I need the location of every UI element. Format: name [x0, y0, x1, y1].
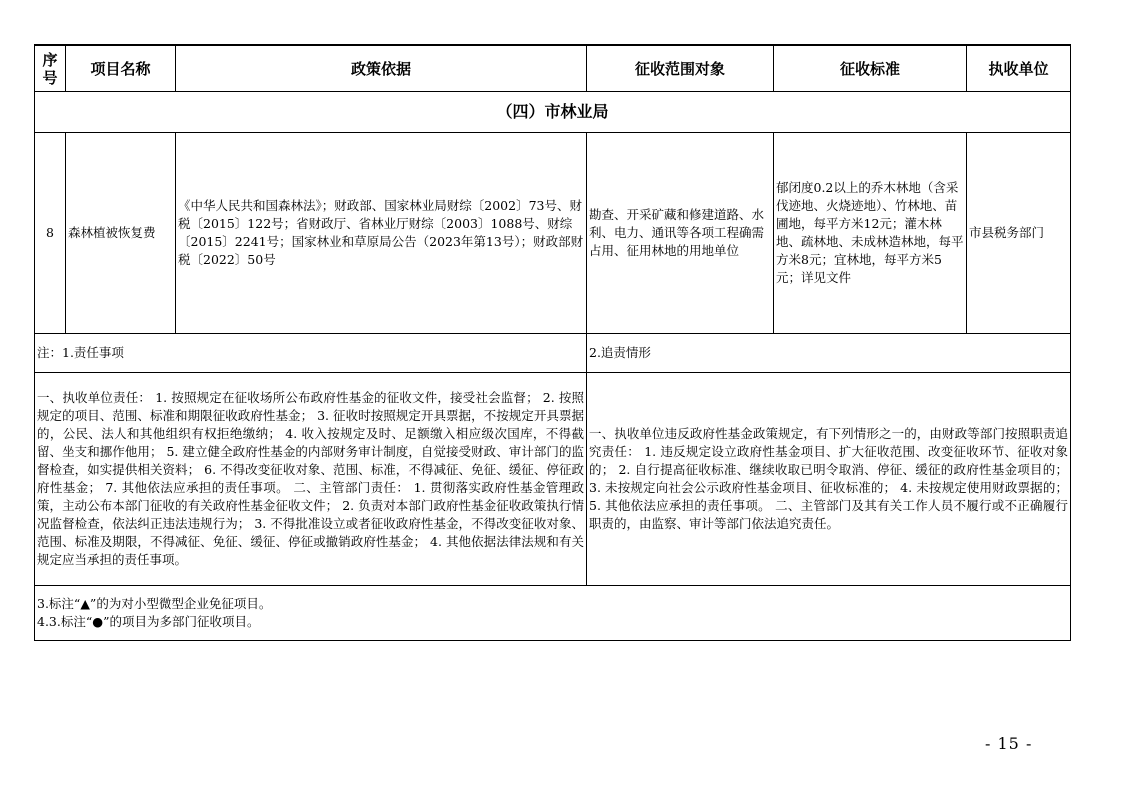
cell-basis: 《中华人民共和国森林法》；财政部、国家林业局财综〔2002〕73号、财税〔2015〕122号；省财政厅、省林业厅财综〔2003〕1088号、财综〔2015〕2241号；国家林业和草原局公告（2023年第13号）；财政部财税〔2022〕50号	[176, 133, 587, 334]
cell-name: 森林植被恢复费	[66, 133, 176, 334]
cell-standard: 郁闭度0.2以上的乔木林地（含采伐迹地、火烧迹地）、竹林地、苗圃地，每平方米12元；灌木林地、疏林地、未成林造林地，每平方米8元；宜林地，每平方米5元；详见文件	[774, 133, 967, 334]
responsibility-text: 一、执收单位责任： 1. 按照规定在征收场所公布政府性基金的征收文件，接受社会监督； 2. 按照规定的项目、范围、标准和期限征收政府性基金； 3. 征收时按照规定开具票据，不按规定开具票据的，公民、法人和其他组织有权拒绝缴纳； 4. 收入按规定及时、足额缴入相应级次国库，不得截留、坐支和挪作他用； 5. 建立健全政府性基金的内部财务审计制度，自觉接受财政、审计部门的监督检查，如实提供相关资料； 6. 不得改变征收对象、范围、标准，不得减征、免征、缓征、停征政府性基金； 7. 其他依法应承担的责任事项。 二、主管部门责任： 1. 贯彻落实政府性基金管理政策，主动公布本部门征收的有关政府性基金征收文件； 2. 负责对本部门政府性基金征收政策执行情况监督检查，依法纠正违法违规行为； 3. 不得批准设立或者征收政府性基金，不得改变征收对象、范围、标准及期限，不得减征、免征、缓征、停征或撤销政府性基金； 4. 其他依据法律法规和有关规定应当承担的责任事项。	[35, 373, 587, 586]
header-row	[35, 45, 1071, 92]
section-row	[35, 92, 1071, 133]
footnote-row	[35, 586, 1071, 641]
footnote-multi-department: 4.3.标注“●”的项目为多部门征收项目。	[37, 614, 260, 629]
note-responsibility-label: 注：1.责任事项	[35, 334, 587, 373]
header-scope: 征收范围对象	[587, 45, 774, 92]
footnote-cell	[35, 586, 1071, 641]
note-row	[35, 334, 1071, 373]
fund-table	[34, 44, 1071, 641]
cell-unit: 市县税务部门	[967, 133, 1071, 334]
section-title: （四）市林业局	[35, 92, 1071, 133]
header-name: 项目名称	[66, 45, 176, 92]
note-accountability-label: 2.追责情形	[587, 334, 1071, 373]
cell-scope: 勘查、开采矿藏和修建道路、水利、电力、通讯等各项工程确需占用、征用林地的用地单位	[587, 133, 774, 334]
responsibility-row	[35, 373, 1071, 586]
header-seq: 序号	[35, 45, 66, 92]
table-row	[35, 133, 1071, 334]
cell-seq: 8	[35, 133, 66, 334]
header-unit: 执收单位	[967, 45, 1071, 92]
page-number: - 15 -	[985, 734, 1033, 753]
footnote-small-enterprise: 3.标注“▲”的为对小型微型企业免征项目。	[37, 596, 272, 611]
accountability-text: 一、执收单位违反政府性基金政策规定，有下列情形之一的，由财政等部门按照职责追究责任： 1. 违反规定设立政府性基金项目、扩大征收范围、改变征收环节、征收对象的； 2. 自行提高征收标准、继续收取已明令取消、停征、缓征的政府性基金项目的； 3. 未按规定向社会公示政府性基金项目、征收标准的； 4. 未按规定使用财政票据的； 5. 其他依法应承担的责任事项。 二、主管部门及其有关工作人员不履行或不正确履行职责的，由监察、审计等部门依法追究责任。	[587, 373, 1071, 586]
header-basis: 政策依据	[176, 45, 587, 92]
header-standard: 征收标准	[774, 45, 967, 92]
